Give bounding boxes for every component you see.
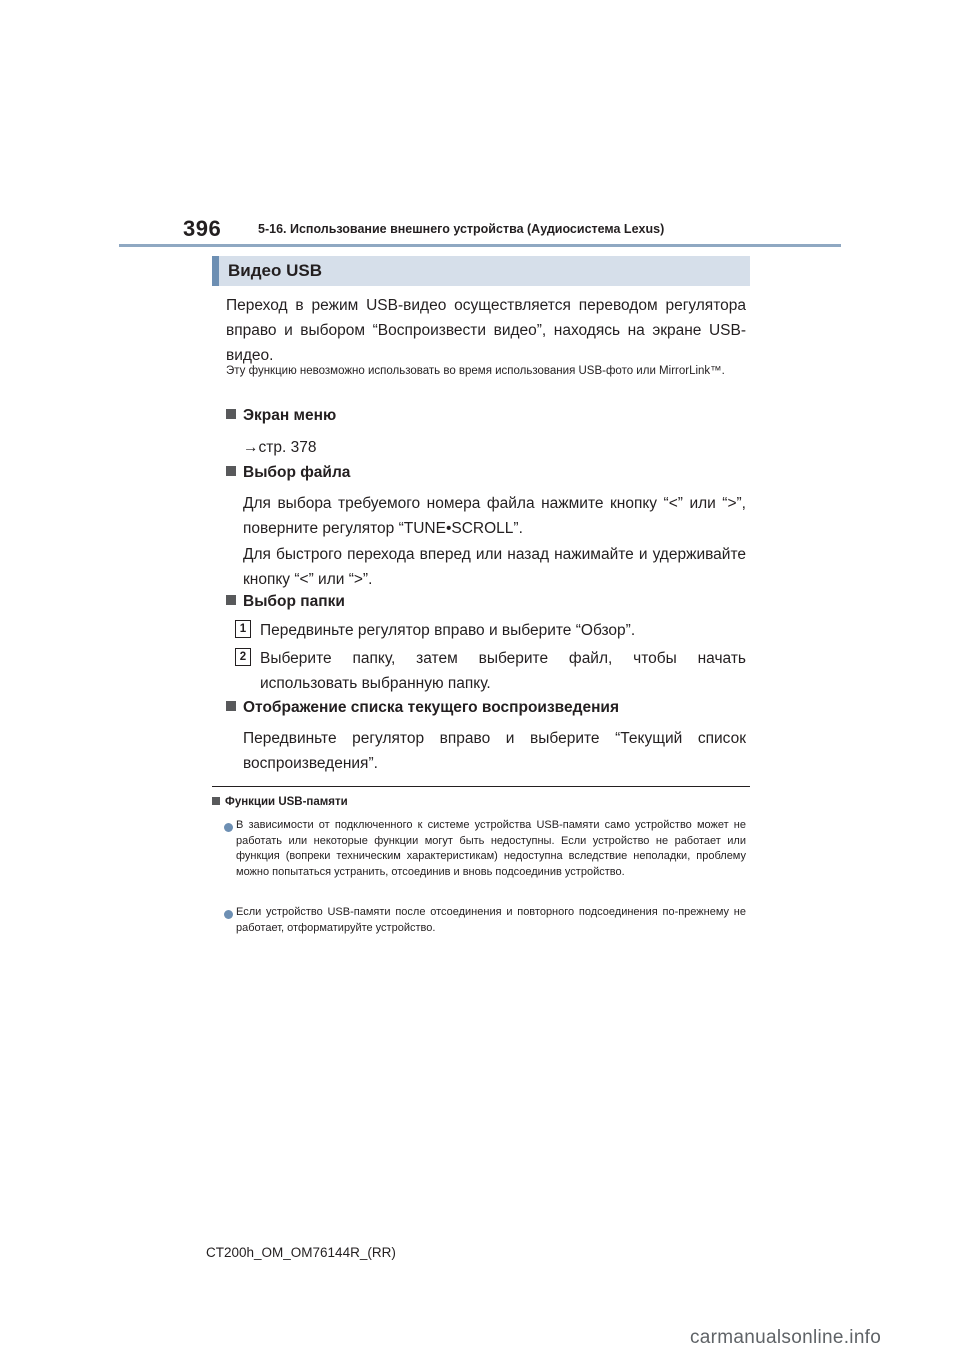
section-title: Видео USB bbox=[228, 261, 322, 280]
menu-screen-page-link[interactable]: →стр. 378 bbox=[243, 439, 317, 456]
square-bullet-icon bbox=[226, 701, 236, 711]
notes-divider bbox=[212, 786, 750, 787]
step-text-1: Передвиньте регулятор вправо и выберите “Обзор”. bbox=[260, 622, 636, 639]
menu-screen-heading bbox=[226, 407, 336, 425]
circle-bullet-icon bbox=[224, 823, 233, 832]
square-bullet-icon bbox=[212, 797, 220, 805]
file-select-text-2: Для быстрого перехода вперед или назад нажимайте и удерживайте кнопку “<” или “>”. bbox=[243, 546, 746, 588]
chapter-title: 5-16. Использование внешнего устройства (Аудиосистема Lexus) bbox=[258, 222, 665, 236]
step-number-1: 1 bbox=[235, 620, 251, 638]
header-rule bbox=[119, 244, 841, 247]
playlist-heading bbox=[226, 699, 619, 717]
section-title-bar bbox=[212, 256, 750, 286]
file-select-text-1: Для выбора требуемого номера файла нажмите кнопку “<” или “>”, поверните регулятор “TUNE•SCROLL”. bbox=[243, 495, 746, 537]
playlist-text: Передвиньте регулятор вправо и выберите “Текущий список воспроизведения”. bbox=[243, 730, 746, 772]
section-accent bbox=[212, 256, 219, 286]
playlist-heading-text: Отображение списка текущего воспроизведения bbox=[243, 699, 620, 716]
file-select-heading bbox=[226, 464, 350, 482]
step-number-2: 2 bbox=[235, 648, 251, 666]
notes-heading bbox=[212, 796, 348, 808]
square-bullet-icon bbox=[226, 466, 236, 476]
folder-select-heading-text: Выбор папки bbox=[243, 593, 345, 610]
circle-bullet-icon bbox=[224, 910, 233, 919]
square-bullet-icon bbox=[226, 409, 236, 419]
menu-screen-heading-text: Экран меню bbox=[243, 407, 337, 424]
note-bullet-1: В зависимости от подключенного к системе устройства USB-памяти само устройство может не работать или некоторые функции могут быть недоступны. Если устройство не работает или функция (вопреки техническим характеристикам) недоступна вследствие неполадки, проблему можно попытаться устранить, отсоединив и вновь подсоединив устройство. bbox=[236, 819, 746, 878]
note-bullet-2: Если устройство USB-памяти после отсоединения и повторного подсоединения по-прежнему не работает, отформатируйте устройство. bbox=[236, 906, 746, 934]
notes-heading-text: Функции USB-памяти bbox=[225, 796, 348, 808]
watermark: carmanualsonline.info bbox=[690, 1327, 882, 1348]
step-text-2: Выберите папку, затем выберите файл, чтобы начать использовать выбранную папку. bbox=[260, 650, 746, 692]
document-code: CT200h_OM_OM76144R_(RR) bbox=[206, 1245, 396, 1260]
page-number: 396 bbox=[183, 216, 222, 241]
intro-paragraph: Переход в режим USB-видео осуществляется переводом регулятора вправо и выбором “Воспроизвести видео”, находясь на экране USB-видео. bbox=[226, 297, 746, 364]
square-bullet-icon bbox=[226, 595, 236, 605]
file-select-heading-text: Выбор файла bbox=[243, 464, 351, 481]
folder-select-heading bbox=[226, 593, 345, 611]
intro-note: Эту функцию невозможно использовать во время использования USB-фото или MirrorLink™. bbox=[226, 365, 725, 377]
